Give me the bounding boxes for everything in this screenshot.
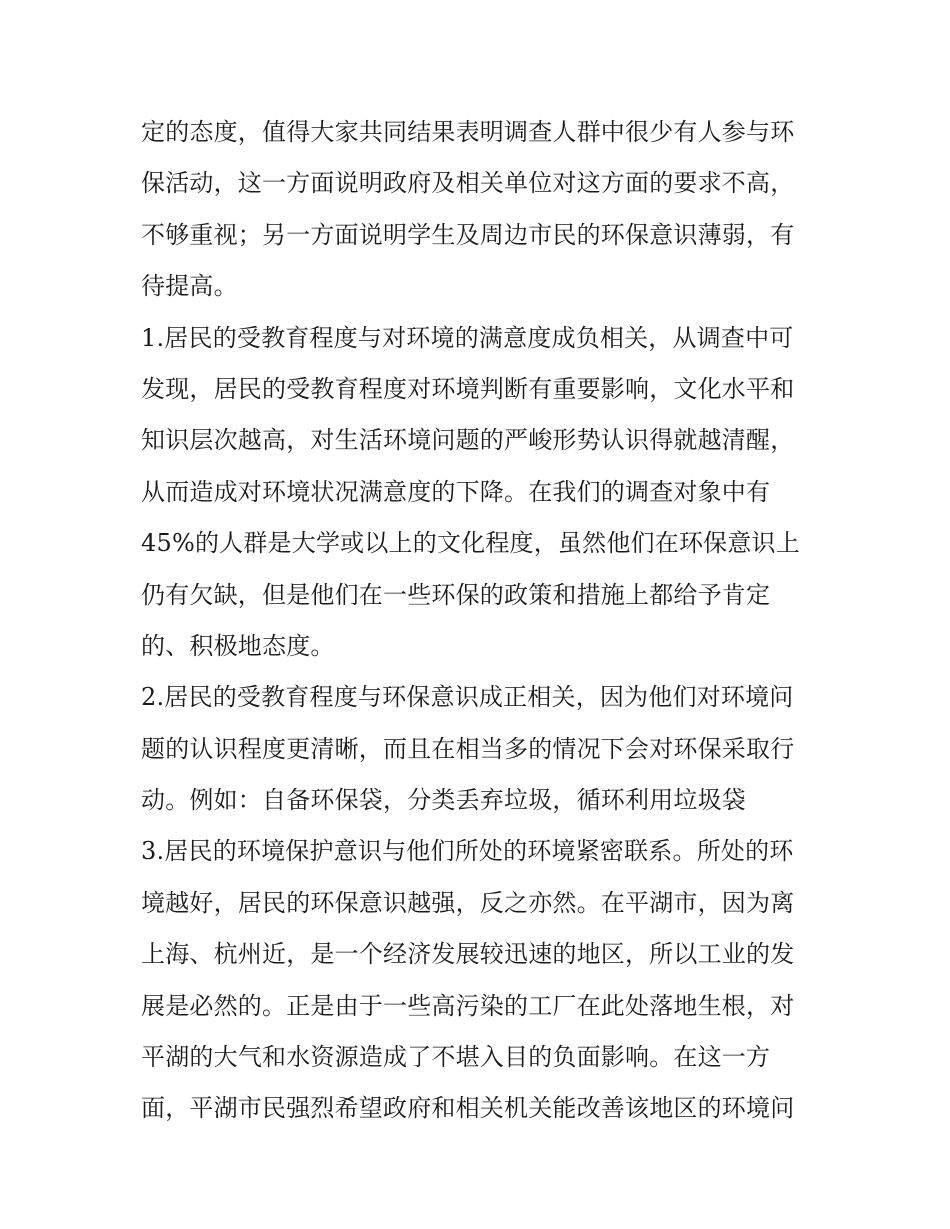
text-line: 从而造成对环境状况满意度的下降。在我们的调查对象中有 [141, 477, 771, 506]
text-line: 2.居民的受教育程度与环保意识成正相关，因为他们对环境问 [141, 683, 794, 712]
text-line: 境越好，居民的环保意识越强，反之亦然。在平湖市，因为离 [141, 888, 795, 917]
text-line: 动。例如：自备环保袋，分类丢弃垃圾，循环利用垃圾袋 [141, 786, 746, 815]
text-line: 题的认识程度更清晰，而且在相当多的情况下会对环保采取行 [141, 734, 795, 763]
text-line: 45%的人群是大学或以上的文化程度，虽然他们在环保意识上 [141, 529, 800, 558]
text-line: 面，平湖市民强烈希望政府和相关机关能改善该地区的环境问 [141, 1094, 795, 1123]
text-line: 3.居民的环境保护意识与他们所处的环境紧密联系。所处的环 [141, 837, 794, 866]
text-line: 待提高。 [141, 272, 238, 301]
text-line: 展是必然的。正是由于一些高污染的工厂在此处落地生根，对 [141, 991, 795, 1020]
text-line: 发现，居民的受教育程度对环境判断有重要影响，文化水平和 [141, 374, 795, 403]
text-line: 上海、杭州近，是一个经济发展较迅速的地区，所以工业的发 [141, 940, 795, 969]
text-line: 1.居民的受教育程度与对环境的满意度成负相关，从调查中可 [141, 323, 794, 352]
text-line: 定的态度，值得大家共同结果表明调查人群中很少有人参与环 [141, 118, 795, 146]
text-line: 知识层次越高，对生活环境问题的严峻形势认识得就越清醒， [141, 426, 795, 455]
text-line: 平湖的大气和水资源造成了不堪入目的负面影响。在这一方 [141, 1043, 771, 1072]
text-line: 仍有欠缺，但是他们在一些环保的政策和措施上都给予肯定 [141, 580, 771, 609]
text-line: 保活动，这一方面说明政府及相关单位对这方面的要求不高， [141, 169, 795, 198]
text-line: 的、积极地态度。 [141, 631, 335, 660]
body-text [141, 107, 821, 1135]
text-line: 不够重视；另一方面说明学生及周边市民的环保意识薄弱，有 [141, 220, 795, 249]
